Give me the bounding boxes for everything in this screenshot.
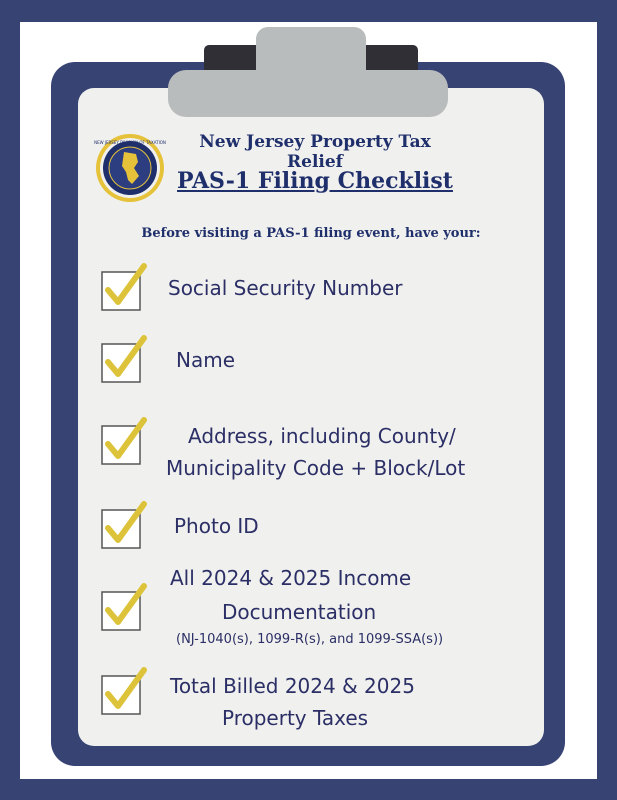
checklist-item-income-line2: Documentation [222,600,377,624]
checklist-item-income-forms: (NJ-1040(s), 1099-R(s), and 1099-SSA(s)) [176,632,444,647]
checkbox-checked-icon [96,416,156,468]
division-of-taxation-seal-icon [94,132,166,204]
checklist-item-ssn: Social Security Number [168,276,403,300]
checklist-item-taxes-line1: Total Billed 2024 & 2025 [170,674,415,698]
page-title: New Jersey Property Tax Relief [199,132,431,172]
checkbox-checked-icon [96,262,156,314]
checklist-item-photo-id: Photo ID [174,514,259,538]
clip-bottom [168,70,448,117]
checkbox-checked-icon [96,666,156,718]
intro-text: Before visiting a PAS-1 filing event, have your: [141,226,481,241]
checkbox-checked-icon [96,582,156,634]
checklist-item-address-line1: Address, including County/ [188,424,456,448]
checklist-item-taxes-line2: Property Taxes [222,706,369,730]
checkbox-checked-icon [96,500,156,552]
checklist-title: PAS-1 Filing Checklist [177,168,453,194]
checklist-item-name: Name [176,348,236,372]
checklist-item-address-line2: Municipality Code + Block/Lot [166,456,466,480]
checkbox-checked-icon [96,334,156,386]
checklist-item-income-line1: All 2024 & 2025 Income [170,566,412,590]
seal-text: NEW JERSEY DIVISION OF TAXATION [94,140,166,145]
